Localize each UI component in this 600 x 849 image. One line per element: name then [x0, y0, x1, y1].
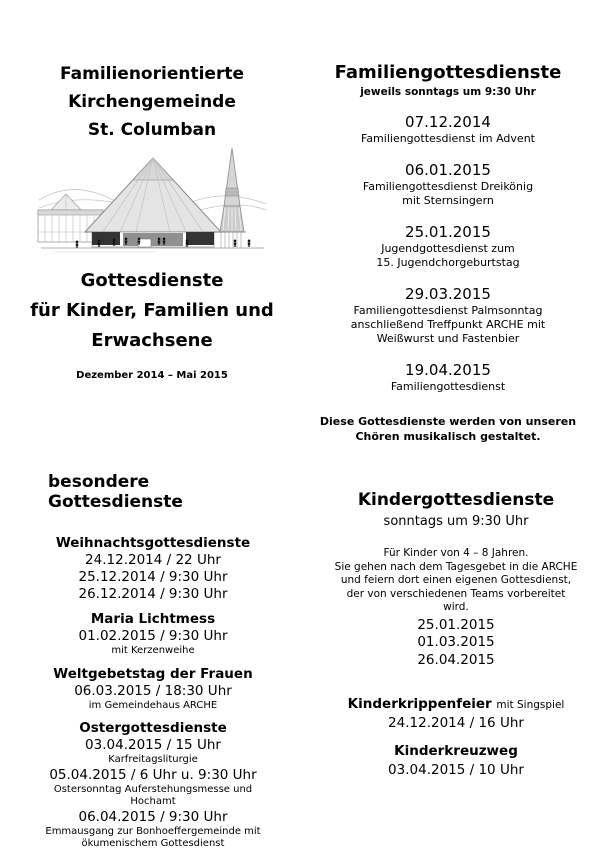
- special-service-title: Weltgebetstag der Frauen: [53, 665, 253, 682]
- children-event-title-suffix: mit Singspiel: [496, 699, 565, 711]
- children-intro-line: der von verschiedenen Teams vorbereitet: [346, 587, 566, 600]
- cover-subtitle-line: Gottesdienste: [80, 270, 224, 291]
- special-service-note: ökumenischem Gottesdienst: [81, 838, 225, 849]
- children-intro: [330, 547, 582, 615]
- church-illustration: [35, 148, 270, 260]
- children-service-date: 26.04.2015: [417, 651, 495, 668]
- service-entry: [318, 113, 578, 146]
- besondere-panel: [22, 472, 284, 849]
- date-range: Dezember 2014 – Mai 2015: [76, 370, 228, 381]
- children-event-title-text: Kinderkrippenfeier: [347, 696, 492, 712]
- children-event-title: [330, 742, 582, 761]
- service-date: 07.12.2014: [405, 113, 491, 131]
- special-service-title: Weihnachtsgottesdienste: [55, 535, 251, 551]
- special-service-title: Maria Lichtmess: [90, 611, 216, 627]
- service-date: 29.03.2015: [405, 285, 491, 303]
- children-service-dates: [330, 617, 582, 670]
- choir-note-line: Diese Gottesdienste werden von unseren: [319, 415, 577, 428]
- parish-title-line: Kirchengemeinde: [68, 92, 236, 112]
- cover-subtitle-line: für Kinder, Familien und: [30, 300, 274, 321]
- service-date: 06.01.2015: [405, 161, 491, 179]
- children-intro-line: Für Kinder von 4 – 8 Jahren.: [383, 547, 529, 559]
- service-description: Familiengottesdienst Palmsonntag: [353, 304, 543, 317]
- special-service-date: 26.12.2014 / 9:30 Uhr: [78, 586, 228, 602]
- children-event-title: [330, 695, 582, 714]
- children-event-date: 24.12.2014 / 16 Uhr: [388, 715, 524, 731]
- special-service-note: im Gemeindehaus ARCHE: [88, 699, 218, 711]
- service-description: 15. Jugendchorgeburtstag: [376, 256, 520, 269]
- service-date: 19.04.2015: [405, 361, 491, 379]
- parish-title: [22, 60, 282, 144]
- service-description: Familiengottesdienst im Advent: [361, 132, 535, 145]
- section-subheading: sonntags um 9:30 Uhr: [383, 514, 529, 529]
- special-service-section: [22, 610, 284, 658]
- special-service-note: Ostersonntag Auferstehungsmesse und: [53, 783, 253, 795]
- children-intro-line: wird.: [443, 601, 469, 613]
- children-intro-line: und feiern dort einen eigenen Gottesdienst,: [340, 574, 572, 586]
- children-event: [330, 742, 582, 779]
- service-entry: [318, 223, 578, 270]
- choir-note: [318, 414, 578, 444]
- service-description: Familiengottesdienst Dreikönig: [362, 180, 534, 193]
- special-service-section: [22, 665, 284, 713]
- special-service-note: Karfreitagsliturgie: [108, 754, 198, 765]
- parish-title-line: Familienorientierte: [60, 64, 244, 84]
- special-service-note: mit Kerzenweihe: [111, 645, 195, 656]
- special-service-date: 25.12.2014 / 9:30 Uhr: [78, 569, 228, 585]
- special-service-date: 06.04.2015 / 9:30 Uhr: [78, 808, 228, 825]
- service-description: Weißwurst und Fastenbier: [376, 332, 520, 345]
- section-heading: Kindergottesdienste: [357, 490, 555, 510]
- special-service-note: Emmausgang zur Bonhoeffergemeinde mit: [45, 825, 261, 837]
- children-intro-line: Sie gehen nach dem Tagesgebet in die ARCHE: [334, 560, 578, 573]
- special-service-date: 06.03.2015 / 18:30 Uhr: [74, 682, 232, 699]
- special-service-title: Ostergottesdienste: [79, 720, 227, 736]
- familiengottesdienste-panel: [318, 62, 578, 444]
- special-service-date: 05.04.2015 / 6 Uhr u. 9:30 Uhr: [49, 766, 257, 783]
- special-service-date: 01.02.2015 / 9:30 Uhr: [78, 628, 228, 644]
- children-service-date: 01.03.2015: [417, 634, 495, 650]
- service-description: mit Sternsingern: [402, 194, 494, 207]
- special-service-section: [22, 719, 284, 849]
- service-description: Jugendgottesdienst zum: [381, 242, 515, 255]
- cover-panel: [22, 60, 282, 381]
- section-heading: Familiengottesdienste: [334, 62, 562, 83]
- special-service-section: [22, 534, 284, 603]
- service-entry: [318, 361, 578, 394]
- children-event-title-text: Kinderkreuzweg: [394, 743, 518, 759]
- service-entry: [318, 161, 578, 208]
- section-subheading: jeweils sonntags um 9:30 Uhr: [360, 86, 536, 98]
- special-service-date: 03.04.2015 / 15 Uhr: [85, 737, 221, 753]
- parish-title-line: St. Columban: [87, 120, 217, 140]
- children-service-date: 25.01.2015: [417, 616, 495, 633]
- special-service-date: 24.12.2014 / 22 Uhr: [85, 552, 221, 568]
- service-date: 25.01.2015: [405, 223, 491, 241]
- section-heading: besondere Gottesdienste: [48, 472, 183, 512]
- kindergottesdienste-panel: [330, 490, 582, 779]
- cover-subtitle: [22, 266, 282, 356]
- service-entry: [318, 285, 578, 346]
- choir-note-line: Chören musikalisch gestaltet.: [355, 430, 541, 443]
- special-service-note: Hochamt: [130, 796, 176, 807]
- service-description: Familiengottesdienst: [390, 380, 506, 393]
- children-event: [330, 695, 582, 732]
- cover-subtitle-line: Erwachsene: [91, 330, 213, 351]
- service-description: anschließend Treffpunkt ARCHE mit: [350, 318, 546, 331]
- children-event-date: 03.04.2015 / 10 Uhr: [388, 762, 524, 778]
